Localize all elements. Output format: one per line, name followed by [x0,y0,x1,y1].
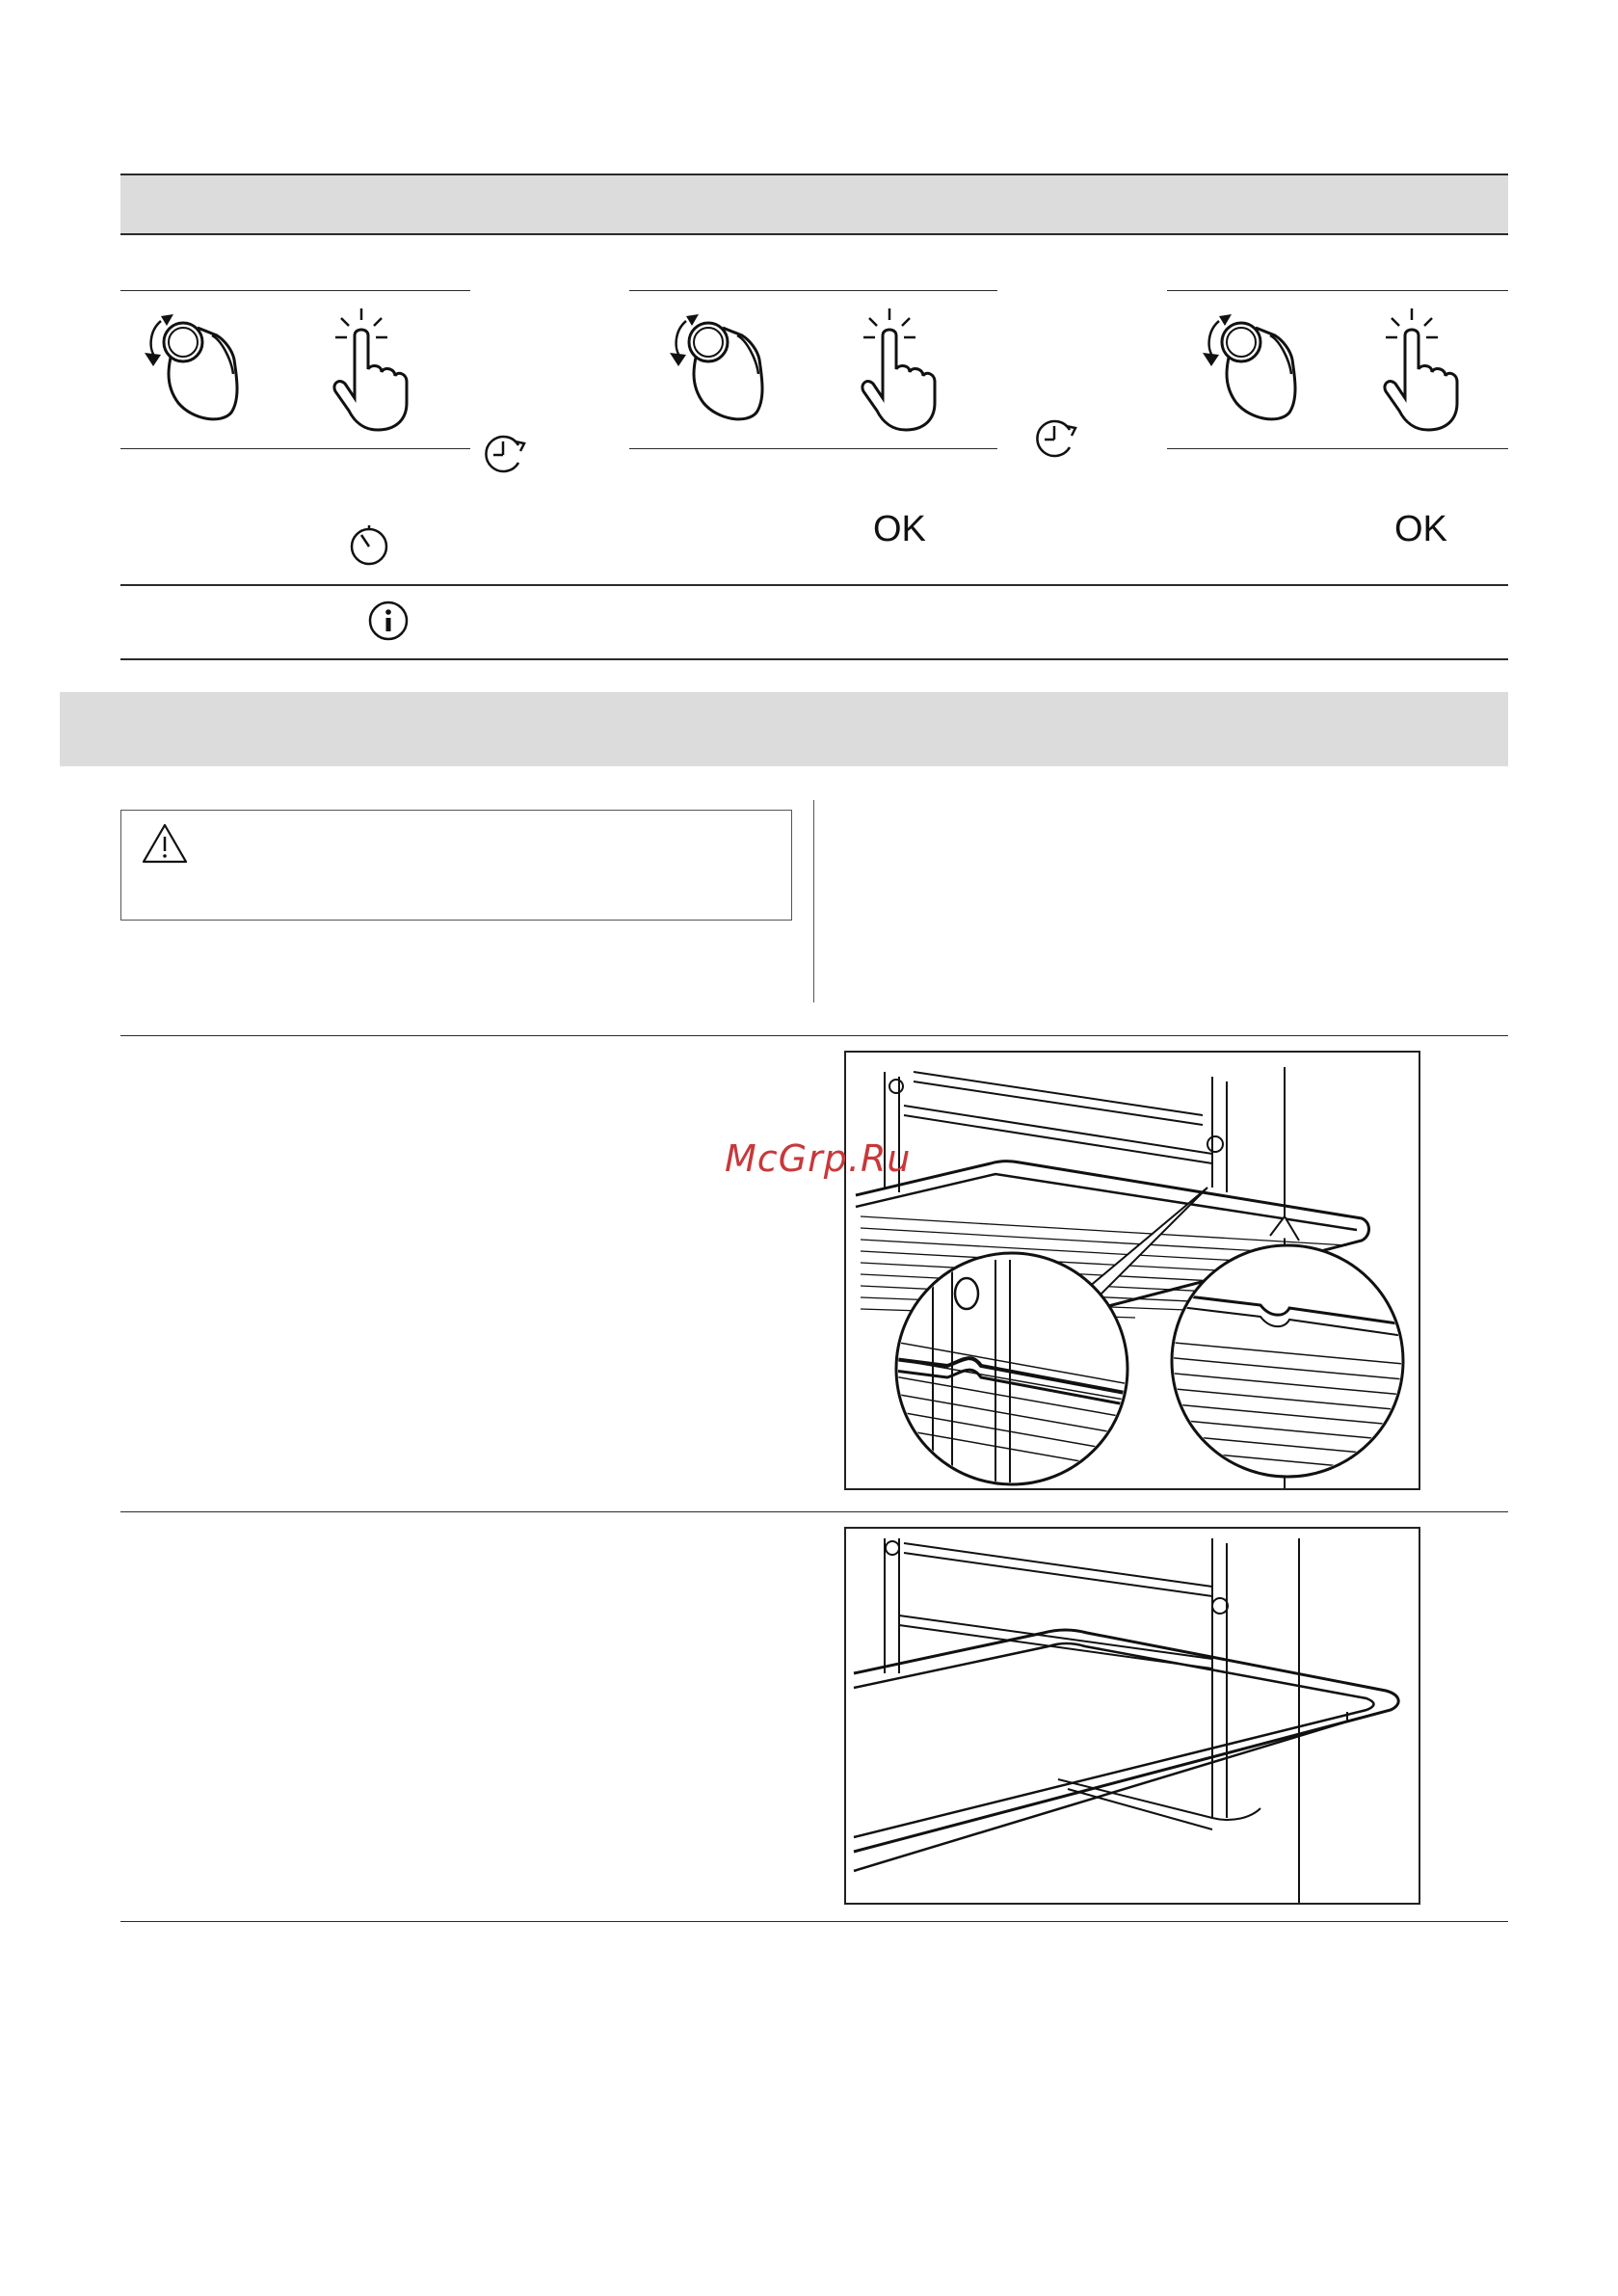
clock-arrow-icon [1033,416,1081,461]
press-finger-icon [328,307,414,432]
step3-top-rule [1167,290,1508,291]
table-bottom-rule [120,658,1508,660]
step3-bottom-rule [1167,448,1508,449]
clock-arrow-icon [482,432,530,476]
watermark: McGrp.Ru [725,1137,912,1180]
press-finger-icon [1378,307,1465,432]
turn-knob-icon [140,307,246,427]
ok-label-step3: OK [1394,509,1447,549]
step1-bottom-rule [120,448,470,449]
figure-row2-bottom-rule [120,1921,1508,1922]
warning-box [120,810,792,921]
column-divider [813,800,814,1002]
step2-top-rule [629,290,997,291]
press-finger-icon [856,307,942,432]
turn-knob-icon [1198,307,1304,427]
baking-tray-figure [844,1527,1420,1905]
turn-knob-icon [665,307,771,427]
timer-icon [348,525,390,568]
wire-shelf-figure [844,1051,1420,1490]
table-header-band [120,175,1508,233]
step2-bottom-rule [629,448,997,449]
warning-triangle-icon [141,822,189,865]
ok-label-step2: OK [873,509,926,549]
table-row-rule [120,584,1508,586]
section-heading-band [60,692,1508,766]
table-header-rule [120,233,1508,235]
step1-top-rule [120,290,470,291]
info-icon [367,600,410,642]
figure-row2-top-rule [120,1511,1508,1512]
figure-row1-top-rule [120,1035,1508,1036]
